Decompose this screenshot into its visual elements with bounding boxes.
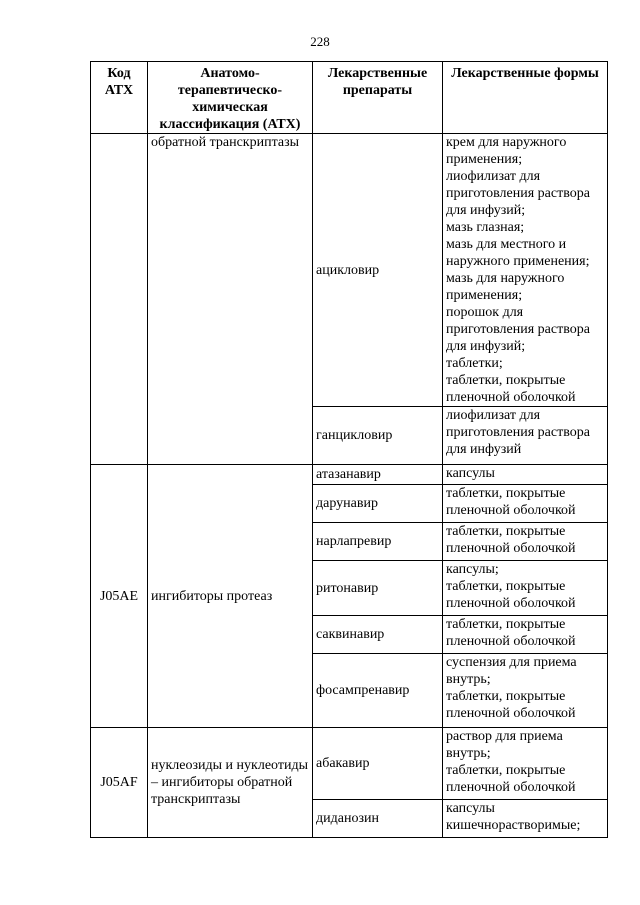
header-classification: Анатомо-терапевтическо-химическая классификация (АТХ) [148, 62, 313, 134]
drug-name: ганцикловир [313, 407, 443, 465]
atx-classification: нуклеозиды и нуклеотиды – ингибиторы обратной транскриптазы [148, 728, 313, 838]
drug-forms: раствор для приема внутрь; таблетки, покрытые пленочной оболочкой [443, 728, 608, 800]
header-forms: Лекарственные формы [443, 62, 608, 134]
atx-code: J05AE [91, 465, 148, 728]
table-header-row [91, 62, 608, 134]
drug-forms: таблетки, покрытые пленочной оболочкой [443, 616, 608, 654]
atx-table [90, 61, 608, 838]
drug-name: атазанавир [313, 465, 443, 485]
drug-forms: капсулы; таблетки, покрытые пленочной оболочкой [443, 561, 608, 616]
drug-name: саквинавир [313, 616, 443, 654]
atx-classification: ингибиторы протеаз [148, 465, 313, 728]
drug-forms: капсулы [443, 465, 608, 485]
table-row [91, 465, 608, 485]
drug-name: ацикловир [313, 134, 443, 407]
header-code: Код АТХ [91, 62, 148, 134]
table-row [91, 134, 608, 407]
drug-forms: суспензия для приема внутрь; таблетки, покрытые пленочной оболочкой [443, 654, 608, 728]
drug-forms: лиофилизат для приготовления раствора для инфузий [443, 407, 608, 465]
table-row [91, 728, 608, 800]
drug-name: абакавир [313, 728, 443, 800]
drug-name: фосампренавир [313, 654, 443, 728]
drug-forms: капсулы кишечнорастворимые; [443, 800, 608, 838]
drug-name: дарунавир [313, 485, 443, 523]
header-drugs: Лекарственные препараты [313, 62, 443, 134]
atx-code: J05AF [91, 728, 148, 838]
drug-name: ритонавир [313, 561, 443, 616]
atx-code [91, 134, 148, 465]
drug-forms: таблетки, покрытые пленочной оболочкой [443, 485, 608, 523]
drug-name: нарлапревир [313, 523, 443, 561]
drug-forms: таблетки, покрытые пленочной оболочкой [443, 523, 608, 561]
drug-forms: крем для наружного применения; лиофилизат для приготовления раствора для инфузий; мазь глазная; мазь для местного и наружного применения; мазь для наружного применения; порошок для приготовления раствора для инфузий; таблетки; таблетки, покрытые пленочной оболочкой [443, 134, 608, 407]
drug-name: диданозин [313, 800, 443, 838]
page-number: 228 [310, 34, 330, 49]
atx-classification: обратной транскриптазы [148, 134, 313, 465]
